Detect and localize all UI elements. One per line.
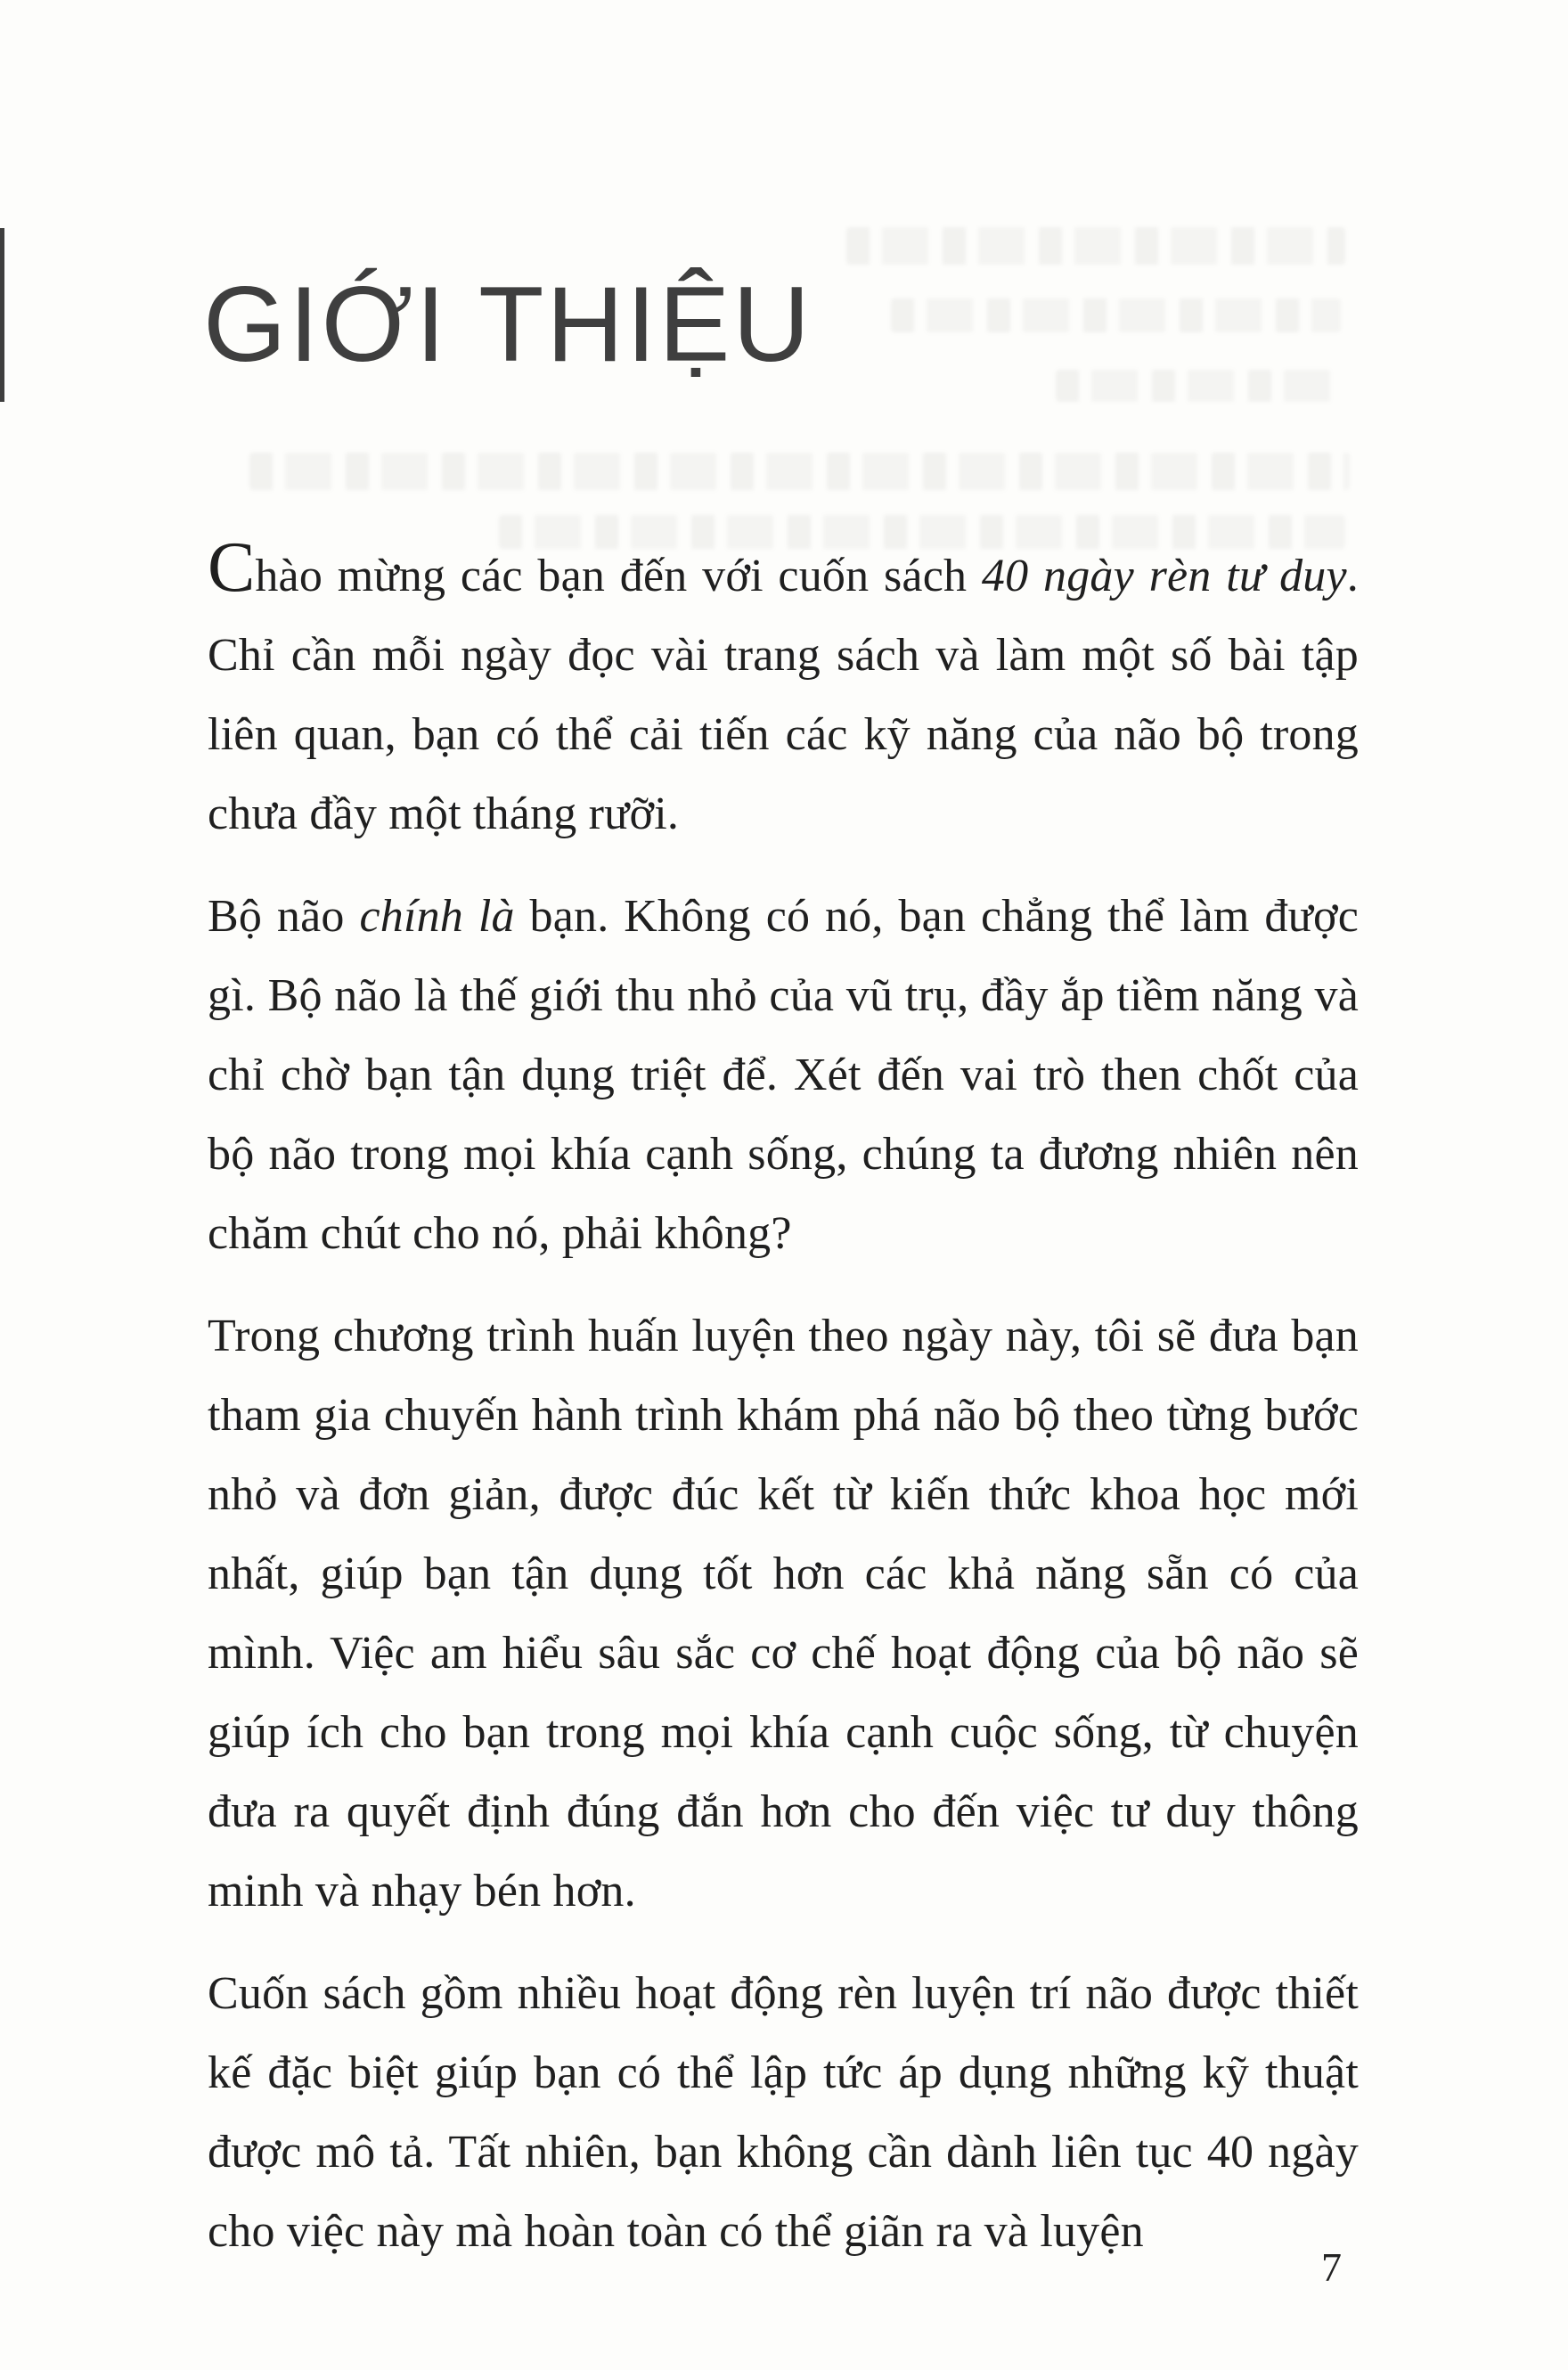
text-run: bạn. Không có nó, bạn chẳng thể làm được gì. Bộ não là thế giới thu nhỏ của vũ trụ, đầy ắp tiềm năng và chỉ chờ bạn tận dụng triệt để. Xét đến vai trò then chốt của bộ não trong mọi khía cạnh sống, chúng ta đương nhiên nên chăm chút cho nó, phải không? xyxy=(208,891,1359,1259)
body-text xyxy=(208,528,1359,2294)
text-run: Trong chương trình huấn luyện theo ngày này, tôi sẽ đưa bạn tham gia chuyến hành trình khám phá não bộ theo từng bước nhỏ và đơn giản, được đúc kết từ kiến thức khoa học mới nhất, giúp bạn tận dụng tốt hơn các khả năng sẵn có của mình. Việc am hiểu sâu sắc cơ chế hoạt động của bộ não sẽ giúp ích cho bạn trong mọi khía cạnh cuộc sống, từ chuyện đưa ra quyết định đúng đắn hơn cho đến việc tư duy thông minh và nhạy bén hơn. xyxy=(208,1311,1359,1916)
page-showthrough xyxy=(891,298,1341,332)
paragraph xyxy=(208,1954,1359,2271)
text-run: Cuốn sách gồm nhiều hoạt động rèn luyện trí não được thiết kế đặc biệt giúp bạn có thể lập tức áp dụng những kỹ thuật được mô tả. Tất nhiên, bạn không cần dành liên tục 40 ngày cho việc này mà hoàn toàn có thể giãn ra và luyện xyxy=(208,1968,1359,2257)
paragraph xyxy=(208,528,1359,854)
page-showthrough xyxy=(1056,370,1341,402)
text-run: Bộ não xyxy=(208,891,360,942)
page-showthrough xyxy=(249,453,1350,490)
page-edge-mark xyxy=(0,228,4,402)
chapter-title: GIỚI THIỆU xyxy=(203,265,813,385)
text-run: . Chỉ cần mỗi ngày đọc vài trang sách và làm một số bài tập liên quan, bạn có thể cải tiến các kỹ năng của não bộ trong chưa đầy một tháng rưỡi. xyxy=(208,551,1359,839)
page-showthrough xyxy=(846,227,1345,265)
paragraph xyxy=(208,1296,1359,1931)
italic-text-run: 40 ngày rèn tư duy xyxy=(981,551,1347,601)
page-number: 7 xyxy=(1321,2244,1342,2290)
text-run: hào mừng các bạn đến với cuốn sách xyxy=(255,551,982,601)
italic-text-run: chính là xyxy=(359,891,515,942)
paragraph-initial-cap: C xyxy=(208,528,256,607)
paragraph xyxy=(208,877,1359,1273)
